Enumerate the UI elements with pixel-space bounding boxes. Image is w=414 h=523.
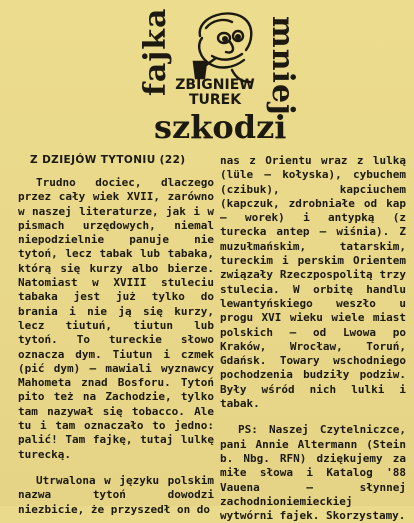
series-rubric: Z DZIEJÓW TYTONIU (22)	[30, 154, 186, 166]
header-word-szkodzi: szkodzi	[154, 108, 287, 146]
column-header	[0, 0, 414, 150]
article-paragraph: Utrwalona w języku polskim nazwa tytoń dowodzi niezbicie, że przyszedł on do	[18, 473, 214, 516]
author-first-name: ZBIGNIEW	[175, 77, 255, 93]
postscript-paragraph: PS: Naszej Czytelniczce, pani Annie Altermann (Stein b. Nbg. RFN) dziękujemy za miłe słowa i Katalog '88 Vauena — słynnej zachodnioniemieckiej wytwórni fajek. Skorzystamy.	[220, 423, 406, 523]
article-column-left	[18, 154, 214, 517]
article-paragraph: Trudno dociec, dlaczego przez cały wiek XVII, zarówno w naszej literaturze, jak i w pismach urzędowych, niemal niepodzielnie panuje nie tytoń, lecz tabak lub tabaka, którą się kurzy albo bierze. Natomiast w XVIII stuleciu tabaka jest już tylko do brania i nie ją się kurzy, lecz tiutuń, tiutun lub tytoń. To tureckie słowo oznacza dym. Tiutun i czmek (pić dym) — mawiali wyznawcy Mahometa znad Bosforu. Tytoń pito też na Zachodzie, tylko tam nazywał się tobacco. Ale tu i tam oznaczało to jedno: palić! Tam fajkę, tutaj lulkę turecką.	[18, 176, 214, 461]
article-paragraph: nas z Orientu wraz z lulką (lüle — kołyska), cybuchem (czibuk), kapciuchem (kapczuk, zdrobniałe od kap — worek) i antypką (z turecka antep — wiśnia). Z muzułmańskim, tatarskim, tureckim i perskim Orientem związały Rzeczpospolitą trzy stulecia. W orbitę handlu lewantyńskiego weszło u progu XVI wieku wiele miast polskich — od Lwowa po Kraków, Wrocław, Toruń, Gdańsk. Towary wschodniego pochodzenia budziły podziw. Były wśród nich lulki i tabak.	[220, 154, 406, 411]
author-last-name: TUREK	[188, 92, 242, 108]
header-word-fajka: fajka	[138, 7, 173, 96]
header-word-mniej: mniej	[265, 16, 300, 116]
author-name	[170, 78, 260, 108]
article-column-right	[220, 154, 406, 523]
pipe-smoker-caricature-icon	[172, 6, 272, 86]
